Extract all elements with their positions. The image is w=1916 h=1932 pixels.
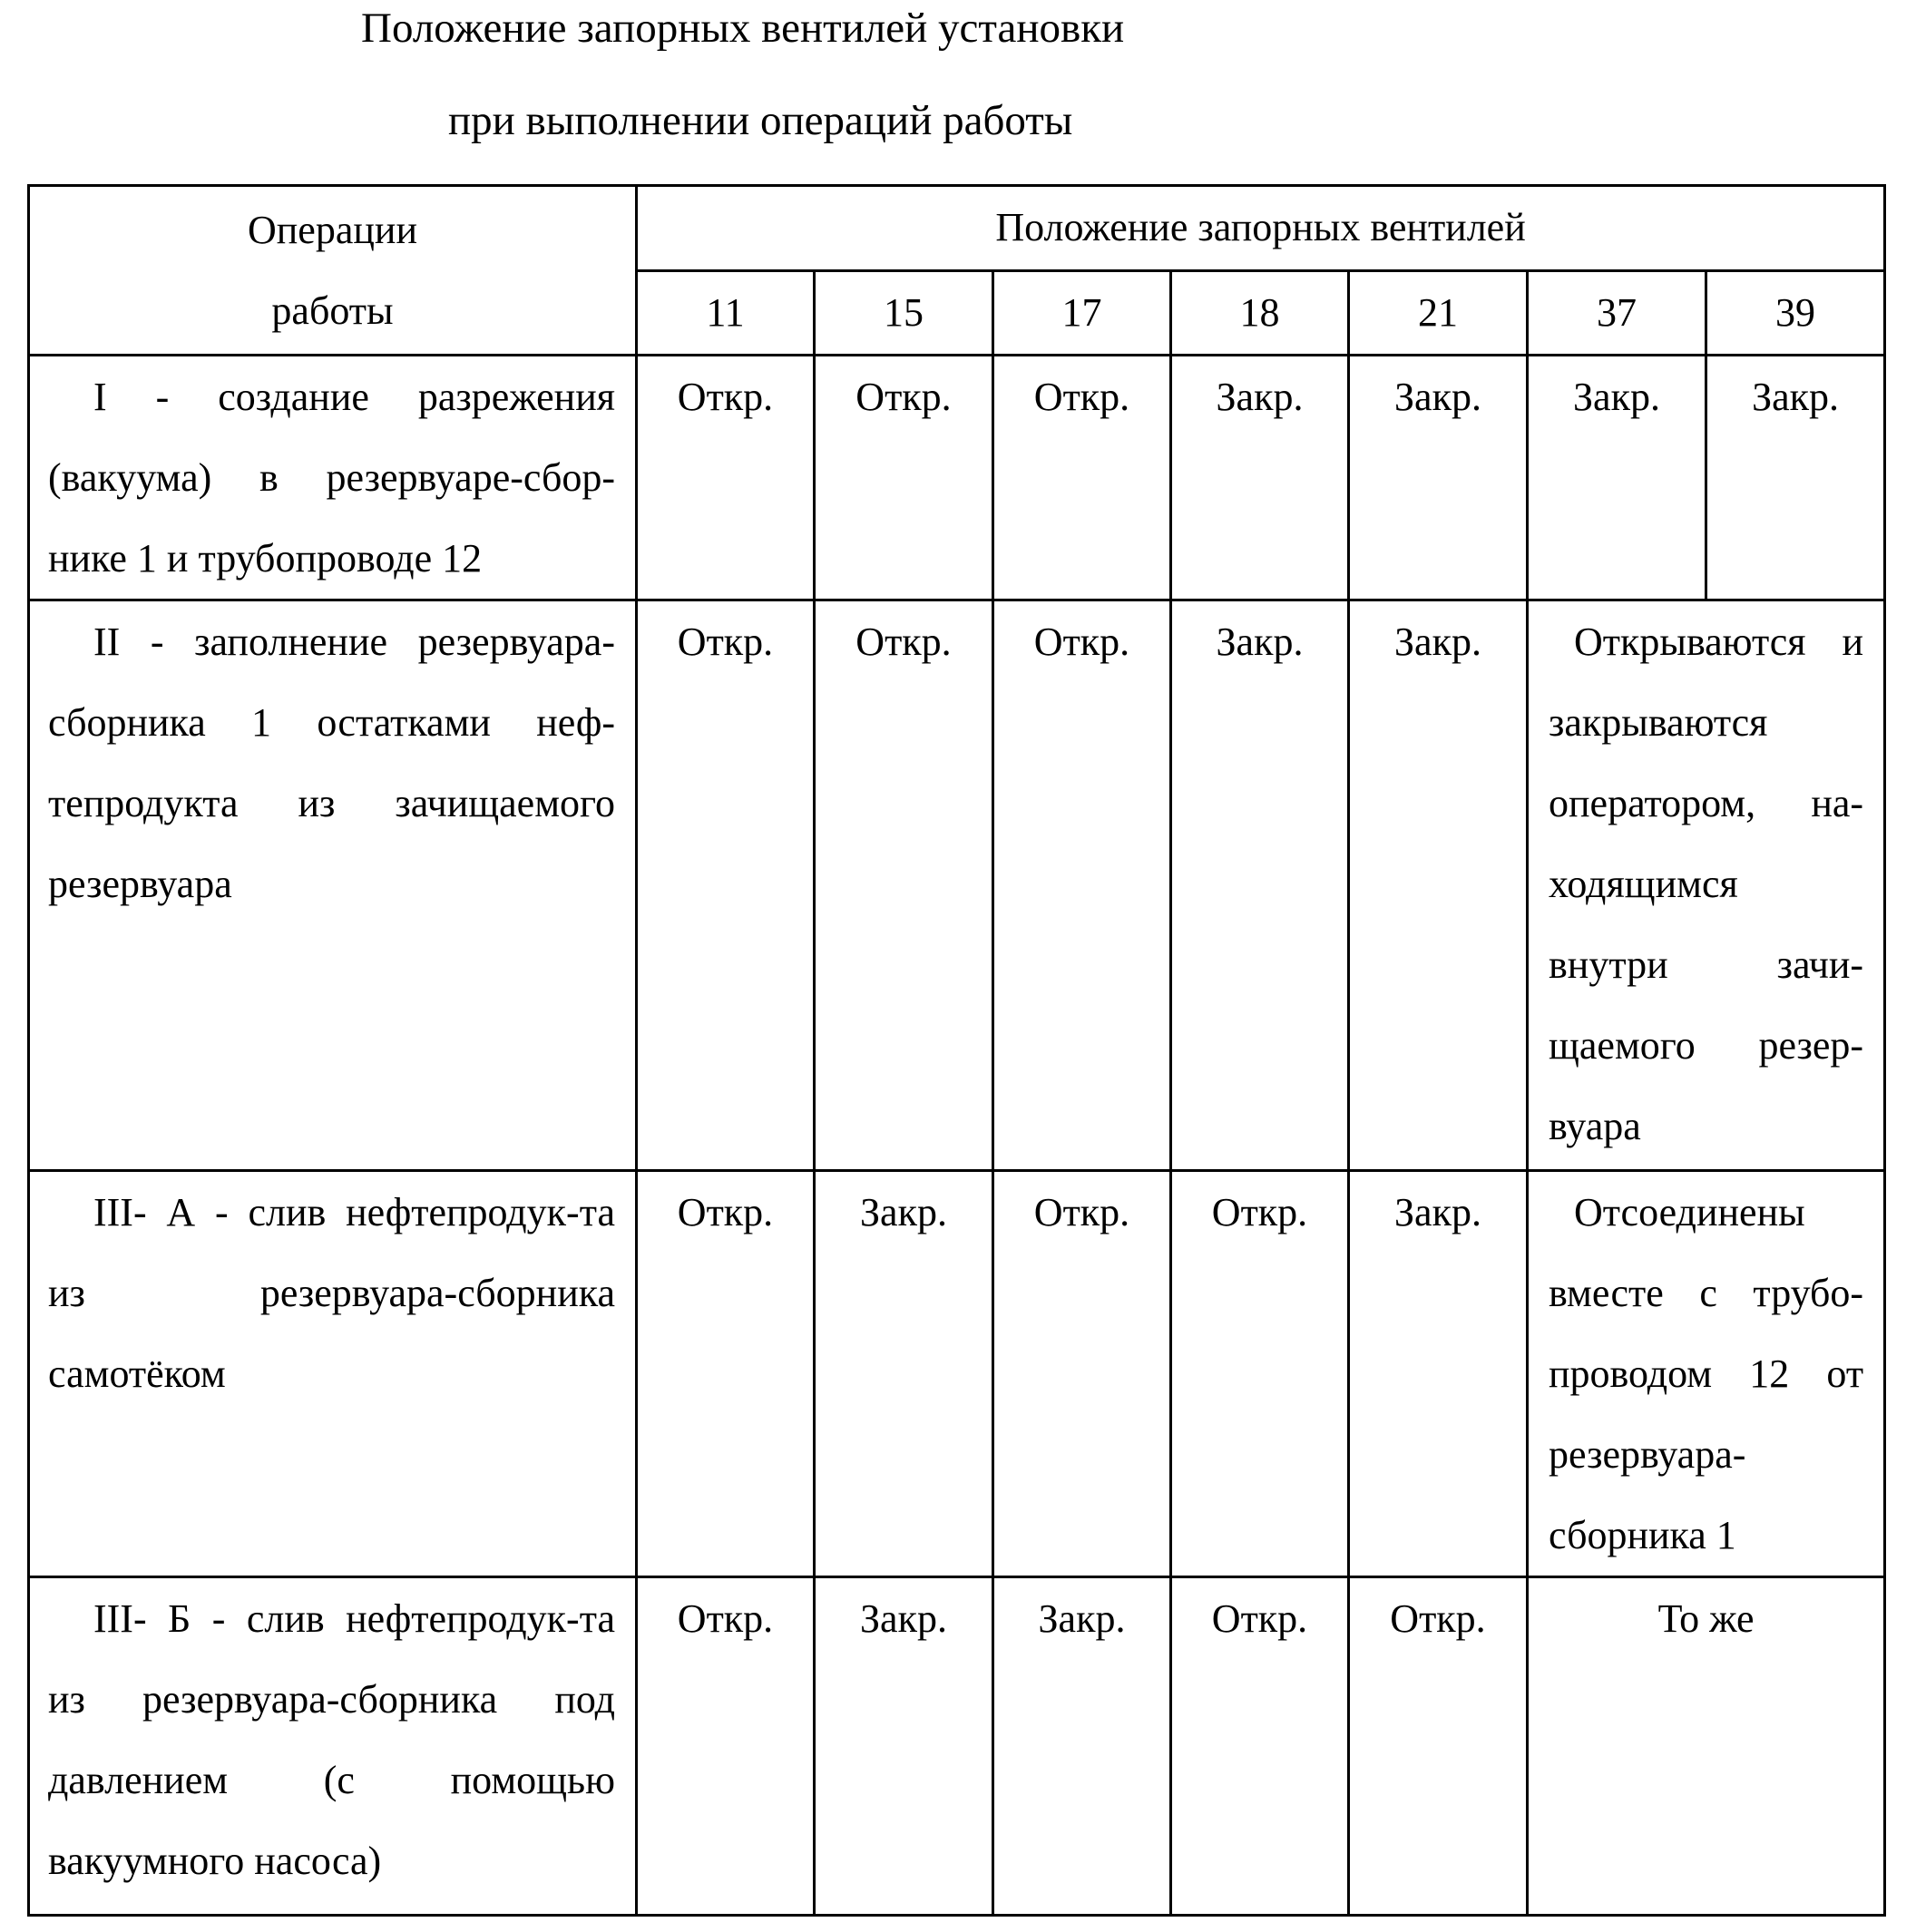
valve-state: Закр. (1171, 600, 1349, 1171)
valves-37-39-note (1528, 600, 1885, 1171)
valve-state: Закр. (1706, 356, 1885, 600)
note-text: Отсоединены вместе с трубо-проводом 12 от резервуара-сборника 1 (1549, 1190, 1864, 1557)
valve-state: Закр. (815, 1171, 993, 1577)
valve-state: Закр. (1528, 356, 1706, 600)
operation-cell (29, 1171, 637, 1577)
table-row (29, 356, 1885, 600)
valve-state: Откр. (993, 600, 1171, 1171)
valve-state: Откр. (993, 1171, 1171, 1577)
operations-header-line-1: Операции (247, 208, 418, 252)
valve-header-15: 15 (815, 271, 993, 356)
operations-header (29, 186, 637, 356)
valve-header-17: 17 (993, 271, 1171, 356)
valve-state: Закр. (1349, 600, 1528, 1171)
valve-header-21: 21 (1349, 271, 1528, 356)
operation-text: III- А - слив нефтепродук-та из резервуара-сборника самотёком (48, 1190, 615, 1396)
valve-state: Откр. (815, 600, 993, 1171)
valve-state: Откр. (1171, 1577, 1349, 1916)
operation-cell (29, 1577, 637, 1916)
valve-state: Откр. (637, 1577, 815, 1916)
valve-state: Закр. (1349, 356, 1528, 600)
valve-header-11: 11 (637, 271, 815, 356)
operation-text: III- Б - слив нефтепродук-та из резервуара-сборника под давлением (с помощью вакуумного насоса) (48, 1596, 615, 1883)
valve-state: Откр. (1171, 1171, 1349, 1577)
valve-state: Откр. (637, 600, 815, 1171)
valves-37-39-note: То же (1528, 1577, 1885, 1916)
valve-header-18: 18 (1171, 271, 1349, 356)
header-row-1 (29, 186, 1885, 271)
valve-state: Откр. (637, 1171, 815, 1577)
valve-state: Откр. (993, 356, 1171, 600)
valves-group-header: Положение запорных вентилей (637, 186, 1885, 271)
valve-position-table (27, 184, 1886, 1917)
valve-state: Откр. (637, 356, 815, 600)
operation-cell (29, 600, 637, 1171)
valve-state: Закр. (993, 1577, 1171, 1916)
valve-state: Откр. (1349, 1577, 1528, 1916)
operations-header-line-2: работы (271, 288, 394, 333)
valve-state: Закр. (1349, 1171, 1528, 1577)
note-text: Открываются и закрываются оператором, на-ходящимся внутри зачи-щаемого резер-вуара (1549, 620, 1864, 1148)
valve-state: Откр. (815, 356, 993, 600)
valve-header-39: 39 (1706, 271, 1885, 356)
document-title-line-1: Положение запорных вентилей установки (361, 5, 1125, 52)
valve-state: Закр. (1171, 356, 1349, 600)
operation-cell (29, 356, 637, 600)
valves-37-39-note (1528, 1171, 1885, 1577)
table-row (29, 600, 1885, 1171)
operation-text: I - создание разрежения (вакуума) в резервуаре-сбор-нике 1 и трубопроводе 12 (48, 375, 615, 581)
operation-text: II - заполнение резервуара-сборника 1 остатками неф-тепродукта из зачищаемого резервуара (48, 620, 615, 906)
table-row (29, 1171, 1885, 1577)
document-title-line-2: при выполнении операций работы (448, 97, 1073, 144)
valve-state: Закр. (815, 1577, 993, 1916)
valve-header-37: 37 (1528, 271, 1706, 356)
table-row (29, 1577, 1885, 1916)
